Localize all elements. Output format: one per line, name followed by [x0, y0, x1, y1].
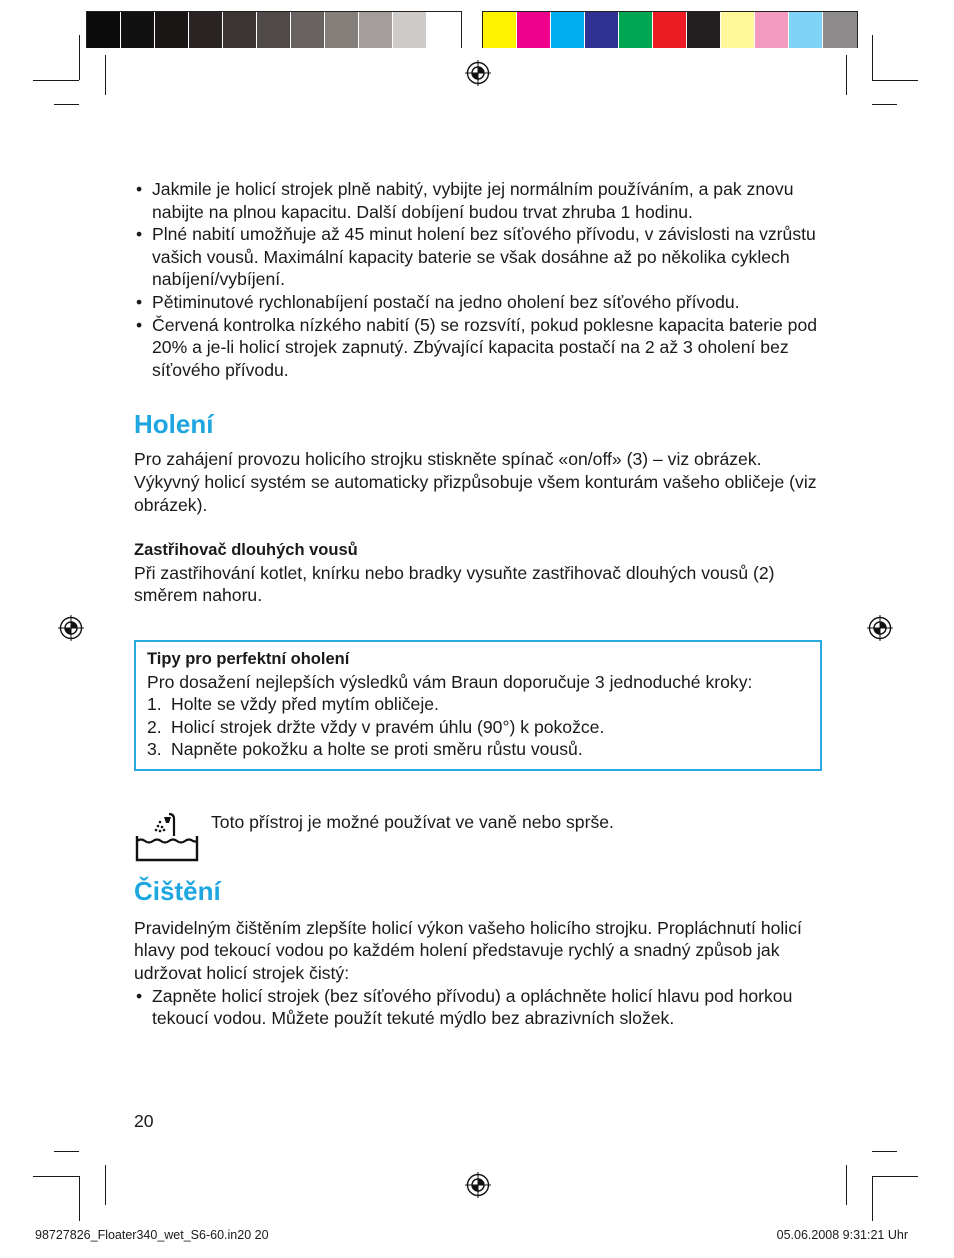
- color-swatch: [257, 12, 291, 48]
- color-swatch: [189, 12, 223, 48]
- color-swatch: [87, 12, 121, 48]
- section-heading-shaving: Holení: [134, 409, 214, 440]
- crop-mark: [105, 55, 106, 95]
- grayscale-calibration-bar: [86, 11, 462, 48]
- color-swatch: [483, 12, 517, 48]
- tip-step-number: 3.: [147, 739, 162, 760]
- cleaning-bullet-list: [134, 985, 824, 1030]
- tips-intro: Pro dosažení nejlepších výsledků vám Braun doporučuje 3 jednoduché kroky:: [147, 671, 753, 692]
- color-swatch: [653, 12, 687, 48]
- tip-step-number: 2.: [147, 716, 162, 737]
- crop-mark: [872, 80, 918, 81]
- shaving-paragraph: Výkyvný holicí systém se automaticky přizpůsobuje všem konturám vašeho obličeje (viz obrázek).: [134, 471, 817, 515]
- trimmer-paragraph: Při zastřihování kotlet, knírku nebo bradky vysuňte zastřihovač dlouhých vousů (2) směrem nahoru.: [134, 562, 775, 606]
- wet-use-note: [134, 811, 824, 871]
- tips-box: [134, 640, 822, 771]
- page-number: 20: [134, 1111, 154, 1131]
- bullet-item: • Plné nabití umožňuje až 45 minut holení bez síťového přívodu, v závislosti na vzrůstu vašich vousů. Maximální kapacity baterie se však dosáhne až po několika cyklech nabíjení/vybíjení.: [134, 223, 824, 291]
- color-calibration-bar: [482, 11, 858, 48]
- bullet-item: • Jakmile je holicí strojek plně nabitý, vybijte jej normálním používáním, a pak znovu nabijte na plnou kapacitu. Další dobíjení budou trvat zhruba 1 hodinu.: [134, 178, 824, 223]
- shaving-paragraph: Pro zahájení provozu holicího strojku stiskněte spínač «on/off» (3) – viz obrázek.: [134, 449, 762, 470]
- color-swatch: [823, 12, 857, 48]
- tips-title: Tipy pro perfektní oholení: [147, 649, 350, 668]
- tip-step: [147, 716, 809, 739]
- crop-mark: [872, 35, 873, 80]
- color-swatch: [427, 12, 461, 48]
- section-heading-cleaning: Čištění: [134, 875, 221, 906]
- color-swatch: [721, 12, 755, 48]
- color-swatch: [155, 12, 189, 48]
- crop-mark: [872, 1176, 918, 1177]
- color-swatch: [687, 12, 721, 48]
- tips-step-list: [147, 693, 809, 761]
- tip-step-number: 1.: [147, 694, 162, 715]
- footer-timestamp: 05.06.2008 9:31:21 Uhr: [776, 1228, 908, 1242]
- bullet-item: • Zapněte holicí strojek (bez síťového přívodu) a opláchněte holicí hlavu pod horkou tekoucí vodou. Můžete použít tekuté mýdlo bez abrazivních složek.: [134, 985, 824, 1030]
- footer-filename: 98727826_Floater340_wet_S6-60.in20 20: [35, 1228, 269, 1242]
- crop-mark: [846, 55, 847, 95]
- shower-bath-icon: [134, 811, 200, 867]
- registration-mark-icon: [58, 615, 84, 641]
- crop-mark: [33, 1176, 79, 1177]
- color-swatch: [619, 12, 653, 48]
- color-swatch: [585, 12, 619, 48]
- intro-bullet-list: [134, 178, 824, 381]
- crop-mark: [79, 35, 80, 80]
- crop-mark: [846, 1165, 847, 1205]
- crop-mark: [872, 1151, 897, 1152]
- crop-mark: [54, 1151, 79, 1152]
- crop-mark: [872, 1176, 873, 1221]
- tip-step-text: Napněte pokožku a holte se proti směru růstu vousů.: [171, 739, 583, 760]
- color-swatch: [121, 12, 155, 48]
- tip-step: [147, 738, 809, 761]
- tip-step: [147, 693, 809, 716]
- crop-mark: [105, 1165, 106, 1205]
- color-swatch: [517, 12, 551, 48]
- color-swatch: [359, 12, 393, 48]
- wet-use-text: Toto přístroj je možné používat ve vaně nebo sprše.: [211, 811, 614, 832]
- page-content: [134, 178, 824, 1030]
- bullet-item: • Pětiminutové rychlonabíjení postačí na jedno oholení bez síťového přívodu.: [134, 291, 824, 314]
- color-swatch: [291, 12, 325, 48]
- color-swatch: [755, 12, 789, 48]
- tip-step-text: Holte se vždy před mytím obličeje.: [171, 694, 439, 715]
- registration-mark-icon: [465, 1172, 491, 1198]
- crop-mark: [33, 80, 79, 81]
- registration-mark-icon: [465, 60, 491, 86]
- color-swatch: [393, 12, 427, 48]
- trimmer-subheading: Zastřihovač dlouhých vousů: [134, 541, 358, 560]
- crop-mark: [54, 104, 79, 105]
- cleaning-paragraph: Pravidelným čištěním zlepšíte holicí výkon vašeho holicího strojku. Propláchnutí holicí hlavy pod tekoucí vodou po každém holení představuje rychlý a snadný způsob jak udržovat holicí strojek čistý:: [134, 917, 802, 984]
- registration-mark-icon: [867, 615, 893, 641]
- crop-mark: [79, 1176, 80, 1221]
- color-swatch: [223, 12, 257, 48]
- color-swatch: [325, 12, 359, 48]
- color-swatch: [551, 12, 585, 48]
- color-swatch: [789, 12, 823, 48]
- bullet-item: • Červená kontrolka nízkého nabití (5) se rozsvítí, pokud poklesne kapacita baterie pod 20% a je-li holicí strojek zapnutý. Zbývající kapacita postačí na 2 až 3 oholení bez síťového přívodu.: [134, 314, 824, 382]
- tip-step-text: Holicí strojek držte vždy v pravém úhlu (90°) k pokožce.: [171, 716, 605, 737]
- crop-mark: [872, 104, 897, 105]
